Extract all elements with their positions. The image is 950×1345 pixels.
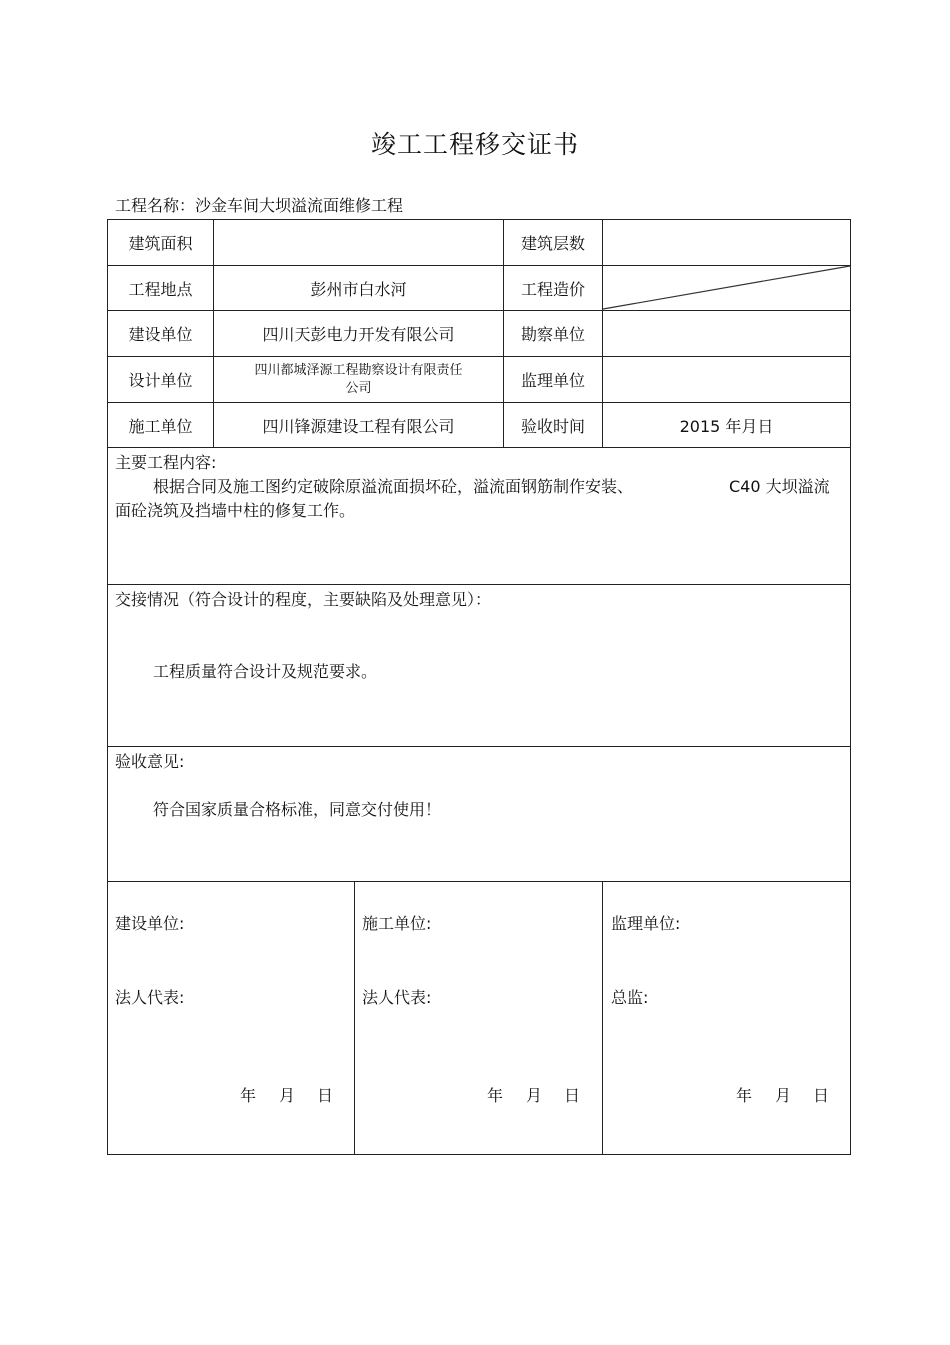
building-floors-value <box>603 220 850 265</box>
sig-chief-supervisor: 总监: <box>611 988 649 1007</box>
sig-1-month: 月 <box>279 1086 296 1105</box>
acceptance-label: 验收意见: <box>115 752 185 771</box>
handover-label: 交接情况（符合设计的程度，主要缺陷及处理意见）： <box>115 590 492 609</box>
project-location-value: 彭州市白水河 <box>310 279 407 299</box>
sig-3-year: 年 <box>736 1086 753 1105</box>
sig-1-day: 日 <box>317 1086 334 1105</box>
design-unit-value-line1: 四川都城泽源工程勘察设计有限责任 <box>254 362 463 378</box>
project-cost-label: 工程造价 <box>520 279 585 299</box>
construction-unit-label: 建设单位 <box>128 325 193 344</box>
document-title: 竣工工程移交证书 <box>370 130 579 159</box>
project-cost-value <box>603 266 850 310</box>
building-floors-label: 建筑层数 <box>520 234 585 253</box>
construction-unit-value: 四川天彭电力开发有限公司 <box>262 325 455 344</box>
main-content-line2: 面砼浇筑及挡墙中柱的修复工作。 <box>115 501 356 520</box>
sig-2-year: 年 <box>487 1086 504 1105</box>
sig-2-day: 日 <box>564 1086 581 1105</box>
main-content-line1-b: C40 大坝溢流 <box>729 477 830 496</box>
supervision-unit-value <box>603 357 850 402</box>
project-name-value: 沙金车间大坝溢流面维修工程 <box>195 196 404 215</box>
building-area-label: 建筑面积 <box>128 234 193 253</box>
main-content-label: 主要工程内容: <box>115 453 217 472</box>
sig-construction-unit: 建设单位: <box>115 914 185 933</box>
design-unit-value <box>214 357 503 402</box>
project-name-label: 工程名称： <box>115 196 196 215</box>
acceptance-time-label: 验收时间 <box>520 416 585 436</box>
sig-3-month: 月 <box>775 1086 792 1105</box>
survey-unit-label: 勘察单位 <box>520 325 585 344</box>
main-content-line1-a: 根据合同及施工图约定破除原溢流面损坏砼，溢流面钢筋制作安装、 <box>153 477 634 496</box>
builder-unit-label: 施工单位 <box>128 416 193 436</box>
sig-1-year: 年 <box>240 1086 257 1105</box>
sig-builder-rep: 法人代表: <box>362 988 432 1007</box>
handover-text: 工程质量符合设计及规范要求。 <box>153 662 378 681</box>
design-unit-value-line2: 公司 <box>345 380 372 396</box>
supervision-unit-label: 监理单位 <box>520 371 585 390</box>
project-location-label: 工程地点 <box>128 279 193 299</box>
sig-3-day: 日 <box>813 1086 830 1105</box>
acceptance-time-value: 2015 年月日 <box>679 416 774 436</box>
acceptance-text: 符合国家质量合格标准，同意交付使用！ <box>153 800 442 819</box>
sig-construction-rep: 法人代表: <box>115 988 185 1007</box>
sig-supervision-unit: 监理单位: <box>611 914 681 933</box>
survey-unit-value <box>603 311 850 356</box>
project-name <box>115 193 403 216</box>
sig-builder-unit: 施工单位: <box>362 914 432 933</box>
design-unit-label: 设计单位 <box>128 371 193 390</box>
sig-2-month: 月 <box>526 1086 543 1105</box>
building-area-value <box>214 220 503 265</box>
builder-unit-value: 四川锋源建设工程有限公司 <box>262 416 455 436</box>
